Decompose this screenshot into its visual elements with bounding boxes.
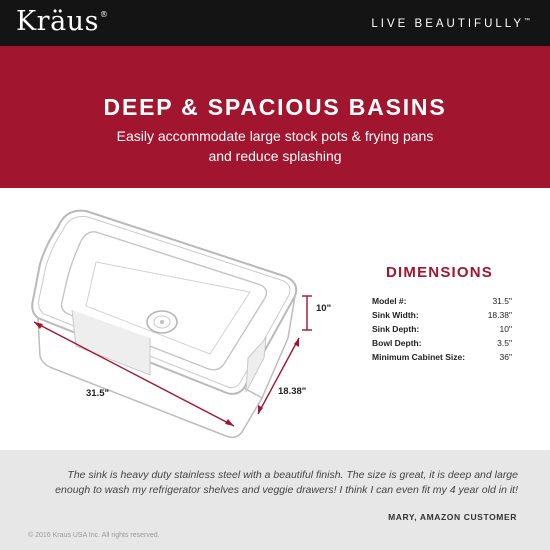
dimensions-row — [372, 352, 512, 366]
dimensions-title: DIMENSIONS — [386, 264, 494, 281]
logo-text: Kräus — [16, 6, 99, 37]
hero-subtitle-line-1: Easily accommodate large stock pots & frying pans — [116, 128, 434, 144]
dimension-value: 3.5" — [497, 338, 512, 348]
customer-review — [0, 450, 550, 550]
review-quote — [20, 468, 518, 498]
hero-title: DEEP & SPACIOUS BASINS — [103, 94, 447, 120]
dimension-label: Sink Depth: — [372, 324, 420, 334]
dimension-value: 18.38" — [487, 310, 512, 320]
review-author: MARY, AMAZON CUSTOMER — [388, 512, 517, 522]
logo-registered-mark: ® — [99, 10, 109, 19]
sink-front-panel — [72, 310, 150, 375]
hero-banner — [0, 46, 550, 188]
top-bar — [0, 0, 550, 46]
length-arrow-end — [225, 419, 234, 426]
width-label: 18.38" — [278, 386, 307, 397]
sink-front-wall — [38, 318, 262, 437]
tagline — [371, 18, 530, 30]
sink-side-panel — [246, 338, 266, 392]
dimensions-row — [372, 296, 512, 310]
drain-center — [160, 320, 164, 324]
hero-subtitle-line-2: and reduce splashing — [208, 148, 342, 164]
dimension-label: Sink Width: — [372, 310, 419, 320]
dimensions-row — [372, 324, 512, 338]
tagline-text: LIVE BEAUTIFULLY — [371, 18, 524, 30]
dimensions-row — [372, 338, 512, 352]
dimension-label: Model #: — [372, 296, 407, 306]
kraus-logo[interactable] — [16, 6, 108, 37]
dimension-label: Minimum Cabinet Size: — [372, 352, 466, 362]
review-quote-line-1: The sink is heavy duty stainless steel with a beautiful finish. The size is great, it is deep and large — [67, 469, 518, 481]
review-quote-line-2: enough to wash my refrigerator shelves and veggie drawers! I think I can even fit my 4 year old in it! — [55, 484, 518, 496]
dimension-label: Bowl Depth: — [372, 338, 422, 348]
dimensions-row — [372, 310, 512, 324]
hero-subtitle — [0, 126, 550, 166]
dimension-value: 10" — [499, 324, 512, 334]
depth-label: 10" — [316, 303, 332, 314]
copyright-notice: © 2016 Kraus USA Inc. All rights reserved. — [28, 532, 160, 539]
length-label: 31.5" — [86, 388, 109, 399]
tagline-trademark: ™ — [524, 18, 530, 24]
dimension-value: 36" — [499, 352, 512, 362]
dimension-value: 31.5" — [492, 296, 512, 306]
